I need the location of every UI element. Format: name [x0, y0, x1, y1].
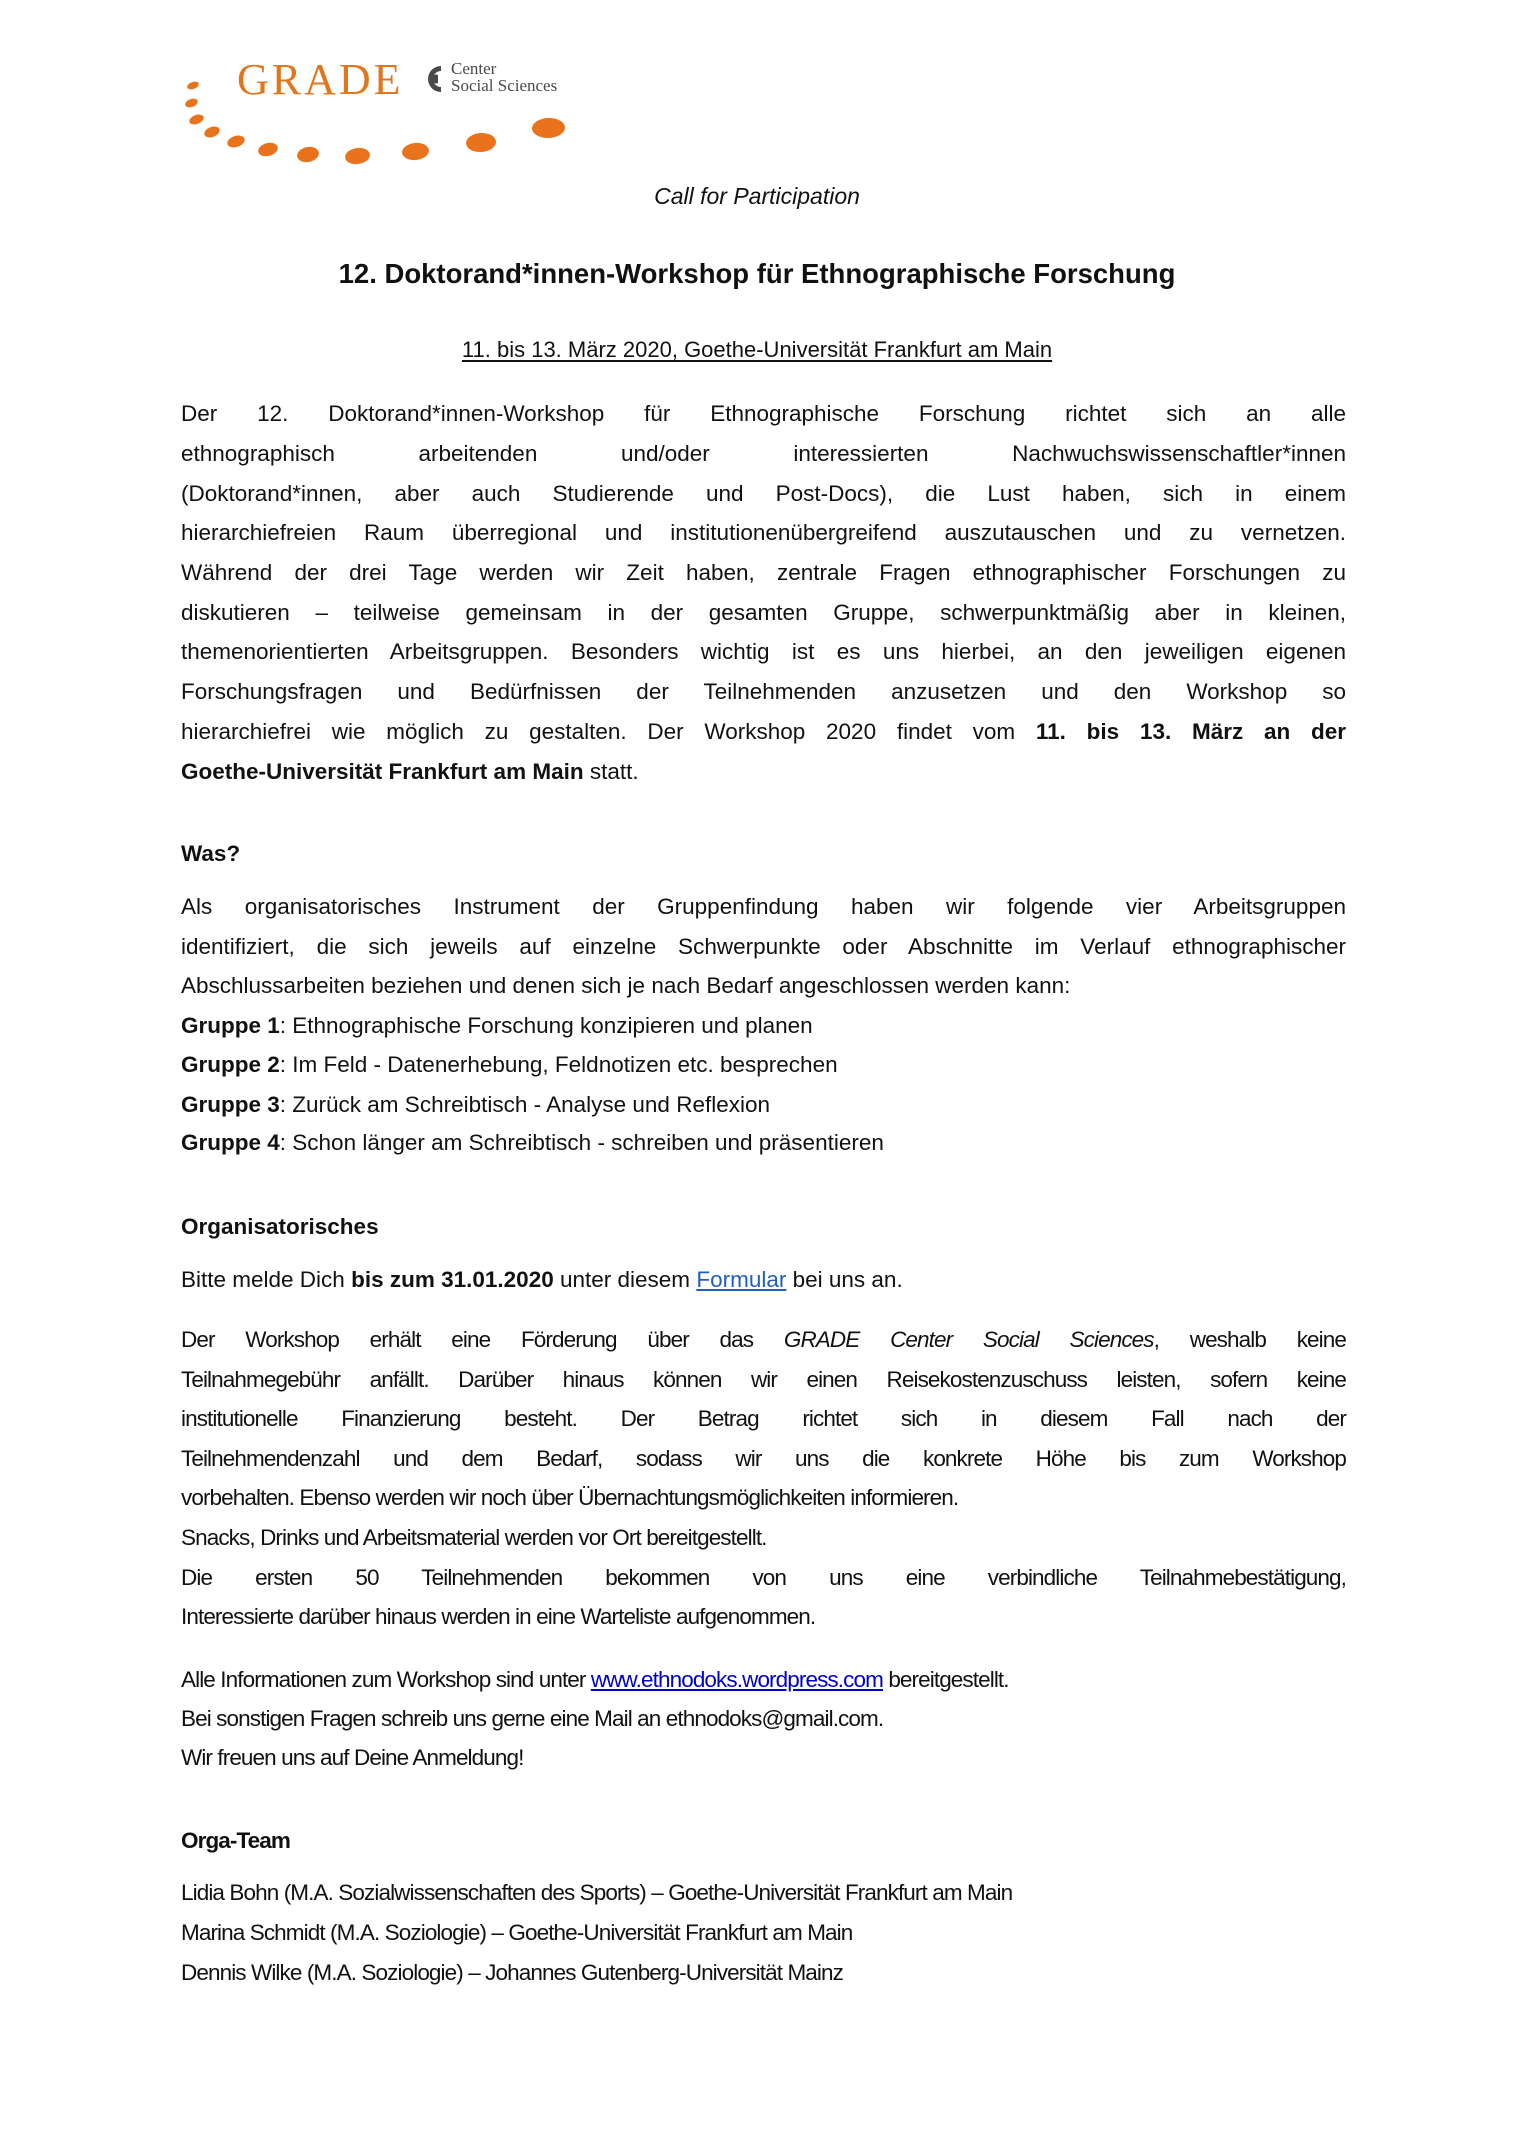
- first50-line: Interessierte darüber hinaus werden in eine Warteliste aufgenommen.: [181, 1604, 816, 1629]
- intro-line: Forschungsfragen und Bedürfnissen der Teilnehmenden anzusetzen und den Workshop so: [181, 679, 1346, 704]
- intro-line: Während der drei Tage werden wir Zeit haben, zentrale Fragen ethnographischer Forschungen zu: [181, 560, 1346, 585]
- logo-dot-icon: [186, 80, 200, 91]
- was-line: identifiziert, die sich jeweils auf einzelne Schwerpunkte oder Abschnitte im Verlauf ethnographischer: [181, 934, 1346, 959]
- intro-line: Der 12. Doktorand*innen-Workshop für Ethnographische Forschung richtet sich an alle: [181, 401, 1346, 426]
- date-location-text: 11. bis 13. März 2020, Goethe-Universität Frankfurt am Main: [461, 337, 1053, 362]
- section-heading-orga-team: Orga-Team: [181, 1828, 291, 1853]
- funding-line: institutionelle Finanzierung besteht. Der Betrag richtet sich in diesem Fall nach der: [181, 1406, 1346, 1431]
- page-title: 12. Doktorand*innen-Workshop für Ethnographische Forschung: [338, 258, 1176, 289]
- logo-brand: GRADE: [237, 55, 404, 104]
- intro-line: (Doktorand*innen, aber auch Studierende und Post-Docs), die Lust haben, sich in einem: [181, 481, 1346, 506]
- intro-line: themenorientierten Arbeitsgruppen. Besonders wichtig ist es uns hierbei, an den jeweiligen eigenen: [181, 639, 1346, 664]
- info-text: bereitgestellt.: [888, 1667, 1009, 1692]
- logo-c-mark-icon: [424, 64, 446, 94]
- funding-text: , weshalb keine: [1153, 1327, 1346, 1352]
- logo-dot-icon: [465, 132, 496, 153]
- funding-line: Teilnahmegebühr anfällt. Darüber hinaus können wir einen Reisekostenzuschuss leisten, sofern keine: [181, 1367, 1346, 1392]
- intro-text: hierarchiefrei wie möglich zu gestalten. Der Workshop 2020 findet vom: [181, 719, 1016, 744]
- intro-line: [181, 757, 1346, 787]
- logo-dot-icon: [203, 125, 221, 140]
- group-label: Gruppe 1: [181, 1013, 280, 1038]
- logo-dot-icon: [257, 141, 280, 159]
- team-member: Dennis Wilke (M.A. Soziologie) – Johannes Gutenberg-Universität Mainz: [181, 1960, 843, 1985]
- funding-text: Der Workshop erhält eine Förderung über das: [181, 1327, 754, 1352]
- group-text: : Schon länger am Schreibtisch - schreiben und präsentieren: [279, 1130, 884, 1155]
- funding-line: Teilnehmendenzahl und dem Bedarf, sodass wir uns die konkrete Höhe bis zum Workshop: [181, 1446, 1346, 1471]
- logo-dot-icon: [344, 146, 371, 165]
- logo-dot-icon: [188, 113, 205, 127]
- group-text: : Ethnographische Forschung konzipieren und planen: [279, 1013, 813, 1038]
- register-line: [181, 1265, 1346, 1295]
- logo-dot-icon: [296, 145, 321, 164]
- first50-line: Die ersten 50 Teilnehmenden bekommen von uns eine verbindliche Teilnahmebestätigung,: [181, 1565, 1346, 1590]
- funding-line: [181, 1325, 1346, 1355]
- logo-dot-icon: [532, 117, 566, 138]
- register-text: unter diesem: [559, 1267, 691, 1292]
- register-deadline: bis zum 31.01.2020: [351, 1267, 554, 1292]
- info-line: [181, 1665, 1346, 1695]
- mail-line: Bei sonstigen Fragen schreib uns gerne eine Mail an ethnodoks@gmail.com.: [181, 1706, 884, 1731]
- group-label: Gruppe 2: [181, 1052, 280, 1077]
- intro-line: hierarchiefreien Raum überregional und institutionenübergreifend auszutauschen und zu vernetzen.: [181, 520, 1346, 545]
- register-text: Bitte melde Dich: [181, 1267, 345, 1292]
- logo-dot-icon: [401, 142, 430, 162]
- formular-link[interactable]: Formular: [696, 1267, 787, 1292]
- info-text: Alle Informationen zum Workshop sind unter: [181, 1667, 586, 1692]
- date-location: [0, 337, 1514, 363]
- group-item: [181, 1050, 1346, 1080]
- snacks-line: Snacks, Drinks und Arbeitsmaterial werden vor Ort bereitgestellt.: [181, 1525, 767, 1550]
- intro-line: [181, 717, 1346, 747]
- logo-dot-icon: [226, 133, 247, 149]
- logo-dot-icon: [184, 97, 199, 109]
- group-label: Gruppe 3: [181, 1092, 280, 1117]
- logo-subtitle-line1: Center: [451, 59, 497, 78]
- group-item: [181, 1090, 1346, 1120]
- group-item: [181, 1011, 1346, 1041]
- section-heading-was: Was?: [181, 841, 241, 866]
- team-member: Lidia Bohn (M.A. Sozialwissenschaften des Sports) – Goethe-Universität Frankfurt am Main: [181, 1880, 1013, 1905]
- closing-line: Wir freuen uns auf Deine Anmeldung!: [181, 1745, 524, 1770]
- group-label: Gruppe 4: [181, 1130, 280, 1155]
- funding-org-name: GRADE Center Social Sciences: [783, 1327, 1154, 1352]
- intro-line: diskutieren – teilweise gemeinsam in der gesamten Gruppe, schwerpunktmäßig aber in kleinen,: [181, 600, 1346, 625]
- section-heading-organisatorisches: Organisatorisches: [181, 1214, 379, 1239]
- intro-bold-date: 11. bis 13. März an der: [1035, 719, 1346, 744]
- intro-bold-location: Goethe-Universität Frankfurt am Main: [181, 759, 584, 784]
- register-text: bei uns an.: [792, 1267, 903, 1292]
- intro-text: statt.: [589, 759, 639, 784]
- group-item: [181, 1128, 1346, 1158]
- group-text: : Zurück am Schreibtisch - Analyse und Reflexion: [279, 1092, 771, 1117]
- team-member: Marina Schmidt (M.A. Soziologie) – Goethe-Universität Frankfurt am Main: [181, 1920, 853, 1945]
- logo-subtitle: [451, 60, 557, 94]
- website-link[interactable]: www.ethnodoks.wordpress.com: [590, 1667, 883, 1692]
- intro-line: ethnographisch arbeitenden und/oder interessierten Nachwuchswissenschaftler*innen: [181, 441, 1346, 466]
- was-line: Abschlussarbeiten beziehen und denen sich je nach Bedarf angeschlossen werden kann:: [181, 973, 1071, 998]
- logo-subtitle-line2: Social Sciences: [451, 76, 558, 95]
- was-line: Als organisatorisches Instrument der Gruppenfindung haben wir folgende vier Arbeitsgruppen: [181, 894, 1346, 919]
- call-for-participation: Call for Participation: [654, 183, 860, 209]
- funding-line: vorbehalten. Ebenso werden wir noch über Übernachtungsmöglichkeiten informieren.: [181, 1485, 959, 1510]
- group-text: : Im Feld - Datenerhebung, Feldnotizen etc. besprechen: [279, 1052, 838, 1077]
- grade-logo: [180, 50, 600, 180]
